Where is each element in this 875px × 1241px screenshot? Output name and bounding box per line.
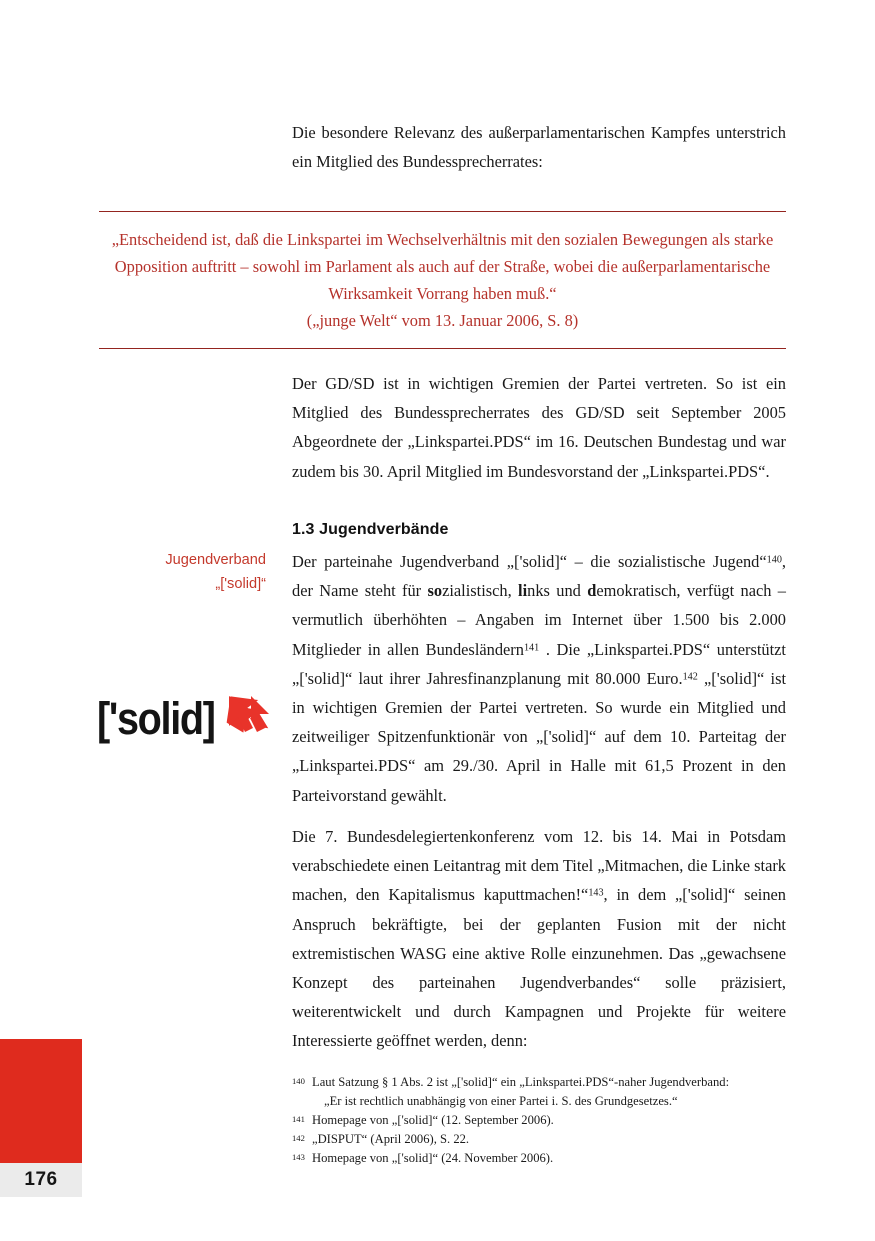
page-marker-red-block bbox=[0, 1039, 82, 1163]
footnote-text: „DISPUT“ (April 2006), S. 22. bbox=[312, 1132, 470, 1147]
margin-note bbox=[98, 548, 266, 596]
footnote-text: Homepage von „['solid]“ (24. November 2006). bbox=[312, 1151, 554, 1166]
konferenz-paragraph bbox=[292, 822, 786, 1056]
solid-par-seg-7: „['solid]“ ist in wichtigen Gremien der Partei vertreten. So wurde ein Mitglied und zeitweiliger Spitzenfunktionär von „['solid]“ auf dem 10. Parteitag der „Linkspartei.PDS“ am 29./30. April in Halle mit 61,5 Prozent in den Parteivorstand gewählt. bbox=[292, 668, 786, 805]
footnotes-block bbox=[292, 1073, 786, 1168]
gdsd-paragraph-block bbox=[292, 369, 786, 486]
page-number-marker bbox=[0, 1039, 82, 1197]
footnote-continuation: „Er ist rechtlich unabhängig von einer Partei i. S. des Grundgesetzes.“ bbox=[324, 1094, 678, 1109]
footnote-text: Laut Satzung § 1 Abs. 2 ist „['solid]“ ein „Linkspartei.PDS“-naher Jugendverband: bbox=[312, 1075, 730, 1089]
intro-paragraph-block bbox=[292, 118, 786, 176]
solid-par-bold-de: d bbox=[587, 581, 597, 601]
footnote-ref-143: 143 bbox=[588, 887, 604, 899]
solid-par-seg-1: Der parteinahe Jugendverband „['solid]“ – die sozialistische Jugend“ bbox=[292, 552, 767, 571]
solid-par-seg-6: . Die „Linkspartei.PDS“ unterstützt „['solid]“ laut ihrer Jahresfinanzplanung mit 80.000 Euro. bbox=[292, 639, 786, 688]
pull-quote-source: („junge Welt“ vom 13. Januar 2006, S. 8) bbox=[306, 311, 579, 330]
footnote-item bbox=[292, 1149, 786, 1168]
footnote-item bbox=[292, 1130, 786, 1149]
footnote-ref-140: 140 bbox=[766, 554, 782, 566]
footnote-number: 141 bbox=[292, 1114, 305, 1125]
solid-logo bbox=[97, 692, 269, 744]
footnote-item bbox=[292, 1111, 786, 1130]
solid-par-seg-3: zialistisch, bbox=[442, 581, 519, 601]
footnote-text-wrap bbox=[312, 1111, 786, 1130]
solid-par-bold-li: li bbox=[518, 581, 528, 601]
konferenz-paragraph-block bbox=[292, 822, 786, 1056]
solid-par-seg-5: emokratisch, verfügt nach – vermutlich überhöhten – Angaben im Internet über 1.500 bis 2.000 Mitglieder in allen Bundesländern bbox=[292, 581, 786, 659]
footnote-number: 142 bbox=[292, 1133, 305, 1144]
footnote-item bbox=[292, 1073, 786, 1111]
intro-paragraph: Die besondere Relevanz des außerparlamentarischen Kampfes unterstrich ein Mitglied des Bundessprecherrates: bbox=[292, 123, 786, 172]
konferenz-par-seg-2: , in dem „['solid]“ seinen Anspruch bekräftigte, bei der geplanten Fusion mit der nicht extremistischen WASG eine aktive Rolle einzunehmen. Das „gewachsene Konzept des parteinahen Jugendverbandes“ solle präzisiert, weiterentwickelt und durch Kampagnen und Projekte für weitere Interessierte geöffnet werden, denn: bbox=[292, 885, 786, 1051]
solid-par-bold-so: so bbox=[427, 581, 443, 601]
section-heading-jugendverbaende: 1.3 Jugendverbände bbox=[292, 521, 449, 538]
footnote-text-wrap bbox=[312, 1149, 786, 1168]
solid-paragraph-block bbox=[292, 547, 786, 810]
solid-logo-wordmark: ['solid] bbox=[97, 692, 215, 744]
footnote-number: 140 bbox=[292, 1076, 305, 1086]
footnote-text: Homepage von „['solid]“ (12. September 2006). bbox=[312, 1113, 554, 1128]
footnote-text-wrap bbox=[312, 1130, 786, 1149]
konferenz-par-seg-1: Die 7. Bundesdelegiertenkonferenz vom 12. bis 14. Mai in Potsdam verabschiedete einen Leitantrag mit dem Titel „Mitmachen, die Linke stark machen, den Kapitalismus kaputtmachen!“ bbox=[292, 827, 786, 905]
margin-note-line-1: Jugendverband bbox=[165, 552, 266, 568]
page-number: 176 bbox=[0, 1163, 82, 1197]
solid-par-seg-2: , der Name steht für bbox=[292, 552, 786, 601]
footnote-ref-142: 142 bbox=[682, 671, 698, 683]
solid-paragraph bbox=[292, 547, 786, 810]
arrow-up-left-icon bbox=[225, 692, 271, 744]
footnote-text-wrap bbox=[312, 1073, 786, 1111]
footnote-number: 143 bbox=[292, 1152, 305, 1163]
margin-note-line-2: „['solid]“ bbox=[215, 576, 266, 592]
gdsd-paragraph: Der GD/SD ist in wichtigen Gremien der Partei vertreten. So ist ein Mitglied des Bundessprecherrates des GD/SD seit September 2005 Abgeordnete der „Linkspartei.PDS“ im 16. Deutschen Bundestag und war zudem bis 30. April Mitglied im Bundesvorstand der „Linkspartei.PDS“. bbox=[292, 374, 786, 481]
pull-quote-block bbox=[99, 211, 786, 349]
pull-quote-text: „Entscheidend ist, daß die Linkspartei im Wechselverhältnis mit den sozialen Bewegungen als starke Opposition auftritt – sowohl im Parlament als auch auf der Straße, wobei die außerparlamentarische Wirksamkeit Vorrang haben muß.“ bbox=[111, 230, 774, 303]
footnote-ref-141: 141 bbox=[523, 642, 540, 654]
solid-par-seg-4: nks und bbox=[527, 581, 588, 601]
